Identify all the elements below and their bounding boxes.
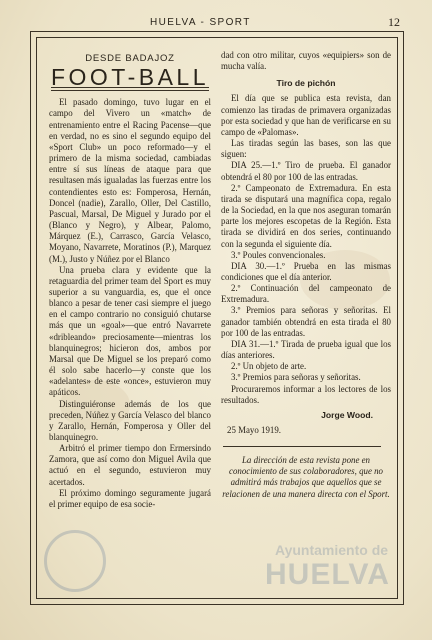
article-paragraph: Una prueba clara y evidente que la retaguardia del primer team del Sport es muy superior a su vanguardia, es, que el once blanco a pesar de tener casi siempre el juego en el campo contrario no consiguió chutarse más que un «goal»—que entró Navarrete «dribleando» preciosamente—mientras los blanquinegros; hicieron dos, ambos por Marsal que De Miguel se los preparó como él solo sabe hacerlo—y conste que los «adelantes» de este «once», estuvieron muy apáticos. [49,264,211,398]
magazine-title: HUELVA - SPORT [150,17,251,28]
article-paragraph: DIA 30.—1.º Prueba en las mismas condiciones que el día anterior. [221,260,391,282]
article-paragraph: 3.º Poules convencionales. [231,249,326,260]
section-title: Tiro de pichón [276,78,336,89]
separator-rule [223,446,381,447]
editorial-note: La dirección de esta revista pone en conocimiento de sus colaboradores, que no admitirá más trabajos que aquellos que se relacionen de una manera directa con el Sport. [222,455,390,499]
article-paragraph: Las tiradas según las bases, son las que siguen: [221,138,391,160]
page-number: 12 [388,15,400,29]
article-paragraph: 2.º Un objeto de arte. [231,361,307,372]
article-continuation: dad con otro militar, cuyos «equipiers» son de mucha valía. [221,50,391,72]
article-date: 25 Mayo 1919. [227,425,281,435]
article-paragraph: El próximo domingo seguramente jugará el primer equipo de esa socie- [49,487,211,509]
article-paragraph: Procuraremos informar a los lectores de los resultados. [221,383,391,405]
article-kicker: DESDE BADAJOZ [85,53,175,64]
article-paragraph: 3.º Premios para señoras y señoritas. [231,372,361,383]
article-paragraph: Arbitró el primer tiempo don Ermersindo Zamora, que así como don Miguel Avila que actuó en el segundo, estuvieron muy acertados. [49,443,211,487]
watermark-subtext: Ayuntamiento de [275,542,389,558]
article-headline: FOOT-BALL [50,64,210,91]
article-paragraph: DIA 25.—1.º Tiro de prueba. El ganador obtendrá el 80 por 100 de las entradas. [221,160,391,182]
article-paragraph: 3.º Premios para señoras y señoritas. El ganador también obtendrá en esta tirada el 80 por 100 de las entradas. [221,305,391,338]
article-paragraph: El día que se publica esta revista, dan comienzo las tiradas de primavera organizadas por esta sociedad y que han de verificarse en su campo de «Palomas». [221,93,391,137]
article-paragraph: 2.º Continuación del campeonato de Extremadura. [221,283,391,305]
watermark-text: HUELVA [265,558,390,591]
right-column [221,50,391,500]
article-paragraph: Distinguiéronse además de los que preceden, Núñez y García Velasco del blanco y Zarallo, Hernán, Fomperosa y Oller del blanquinegro. [49,398,211,442]
article-paragraph: El pasado domingo, tuvo lugar en el campo del Vivero un «match» de entrenamiento entre el Racing Pacense—que en verdad, no es sino el segundo equipo del «Sport Club» un poco reformado—y el primero de la misma sociedad, cambiadas entre sí sus líneas de ataque para que resultasen más igualadas las fuerzas entre los contendientes esto es: Fomperosa, Hernán, Doncel (nadie), Zarallo, Oller, Del Castillo, Pascual, Marsal, De Miguel y Jurado por el (Blanco y Negro), y Albear, Palomo, Márquez (E.), Carrasco, García Velasco, Moyano, Navarrete, Moratinos (P.), Marquez (M.), Justo y Núñez por el Blanco [49,97,211,264]
author-signature: Jorge Wood. [321,409,373,420]
article-paragraph: DIA 31.—1.º Tirada de prueba igual que los días anteriores. [221,338,391,361]
left-column [49,50,211,510]
article-paragraph: 2.º Campeonato de Extremadura. En esta tirada se disputará una magnífica copa, regalo de la Sociedad, en la que nos aseguran tomarán parte los mejores escopetas de la Región. Esta tirada se dividirá en dos series, continuando con la segunda el siguiente día. [221,182,391,249]
